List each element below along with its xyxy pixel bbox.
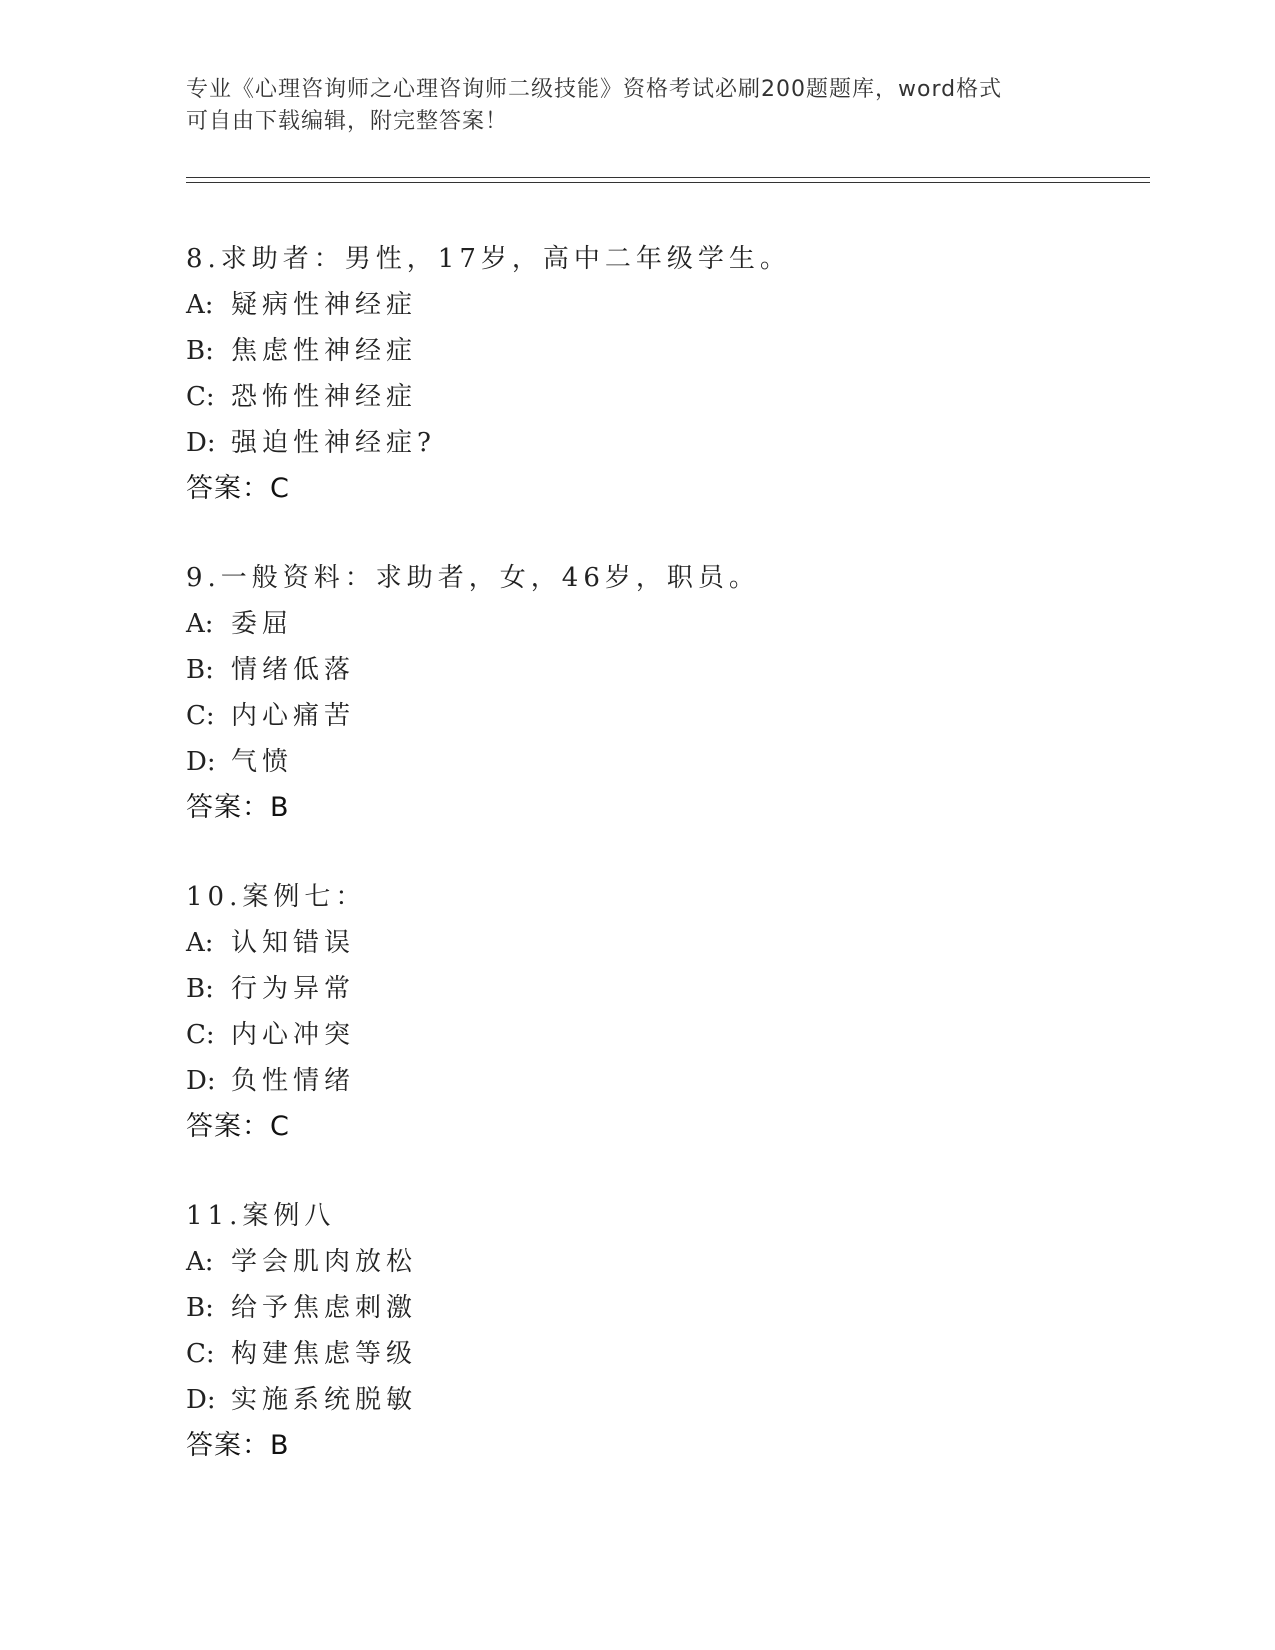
question-11 [186, 1193, 1146, 1469]
option-c [186, 1331, 1146, 1377]
option-letter: D: [186, 428, 216, 458]
option-d [186, 739, 1146, 785]
question-list [186, 236, 1146, 1512]
option-text: 给予焦虑刺激 [231, 1293, 418, 1323]
question-8 [186, 236, 1146, 512]
option-text: 强迫性神经症? [231, 428, 436, 458]
header-divider-bottom [186, 182, 1150, 183]
option-b [186, 328, 1146, 374]
question-10 [186, 874, 1146, 1150]
answer-line: 答案：C [186, 473, 290, 504]
answer-line: 答案：C [186, 1111, 290, 1142]
option-letter: B: [186, 1293, 214, 1323]
option-text: 情绪低落 [231, 655, 356, 685]
question-stem: 11.案例八 [186, 1201, 336, 1231]
header-line-2: 可自由下载编辑，附完整答案！ [186, 109, 509, 134]
option-letter: A: [186, 290, 214, 320]
document-header [186, 74, 1086, 138]
option-d [186, 420, 1146, 466]
question-9 [186, 555, 1146, 831]
option-letter: C: [186, 701, 215, 731]
option-c [186, 374, 1146, 420]
option-text: 内心痛苦 [231, 701, 356, 731]
option-letter: B: [186, 974, 214, 1004]
option-c [186, 1012, 1146, 1058]
option-text: 学会肌肉放松 [231, 1247, 418, 1277]
option-text: 认知错误 [231, 928, 356, 958]
option-letter: A: [186, 928, 214, 958]
option-letter: C: [186, 1020, 215, 1050]
option-letter: D: [186, 1066, 216, 1096]
option-letter: B: [186, 336, 214, 366]
header-line-1: 专业《心理咨询师之心理咨询师二级技能》资格考试必刷200题题库，word格式 [186, 77, 1003, 102]
question-stem: 10.案例七： [186, 882, 367, 912]
option-a [186, 920, 1146, 966]
option-a [186, 282, 1146, 328]
option-text: 行为异常 [231, 974, 356, 1004]
option-c [186, 693, 1146, 739]
option-d [186, 1377, 1146, 1423]
option-text: 内心冲突 [231, 1020, 356, 1050]
option-letter: A: [186, 1247, 214, 1277]
option-d [186, 1058, 1146, 1104]
option-letter: D: [186, 1385, 216, 1415]
option-a [186, 601, 1146, 647]
header-divider-top [186, 177, 1150, 178]
option-text: 实施系统脱敏 [231, 1385, 418, 1415]
option-letter: C: [186, 382, 215, 412]
option-b [186, 1285, 1146, 1331]
option-letter: C: [186, 1339, 215, 1369]
option-letter: D: [186, 747, 216, 777]
option-text: 疑病性神经症 [231, 290, 418, 320]
option-letter: A: [186, 609, 214, 639]
option-text: 焦虑性神经症 [231, 336, 418, 366]
option-text: 委屈 [231, 609, 294, 639]
option-b [186, 647, 1146, 693]
option-text: 气愤 [231, 747, 294, 777]
option-letter: B: [186, 655, 214, 685]
option-a [186, 1239, 1146, 1285]
answer-line: 答案：B [186, 792, 290, 823]
option-text: 负性情绪 [231, 1066, 356, 1096]
question-stem: 9.一般资料：求助者，女，46岁，职员。 [186, 563, 760, 593]
option-text: 恐怖性神经症 [231, 382, 418, 412]
answer-line: 答案：B [186, 1430, 290, 1461]
option-text: 构建焦虑等级 [231, 1339, 418, 1369]
option-b [186, 966, 1146, 1012]
question-stem: 8.求助者：男性，17岁，高中二年级学生。 [186, 244, 791, 274]
